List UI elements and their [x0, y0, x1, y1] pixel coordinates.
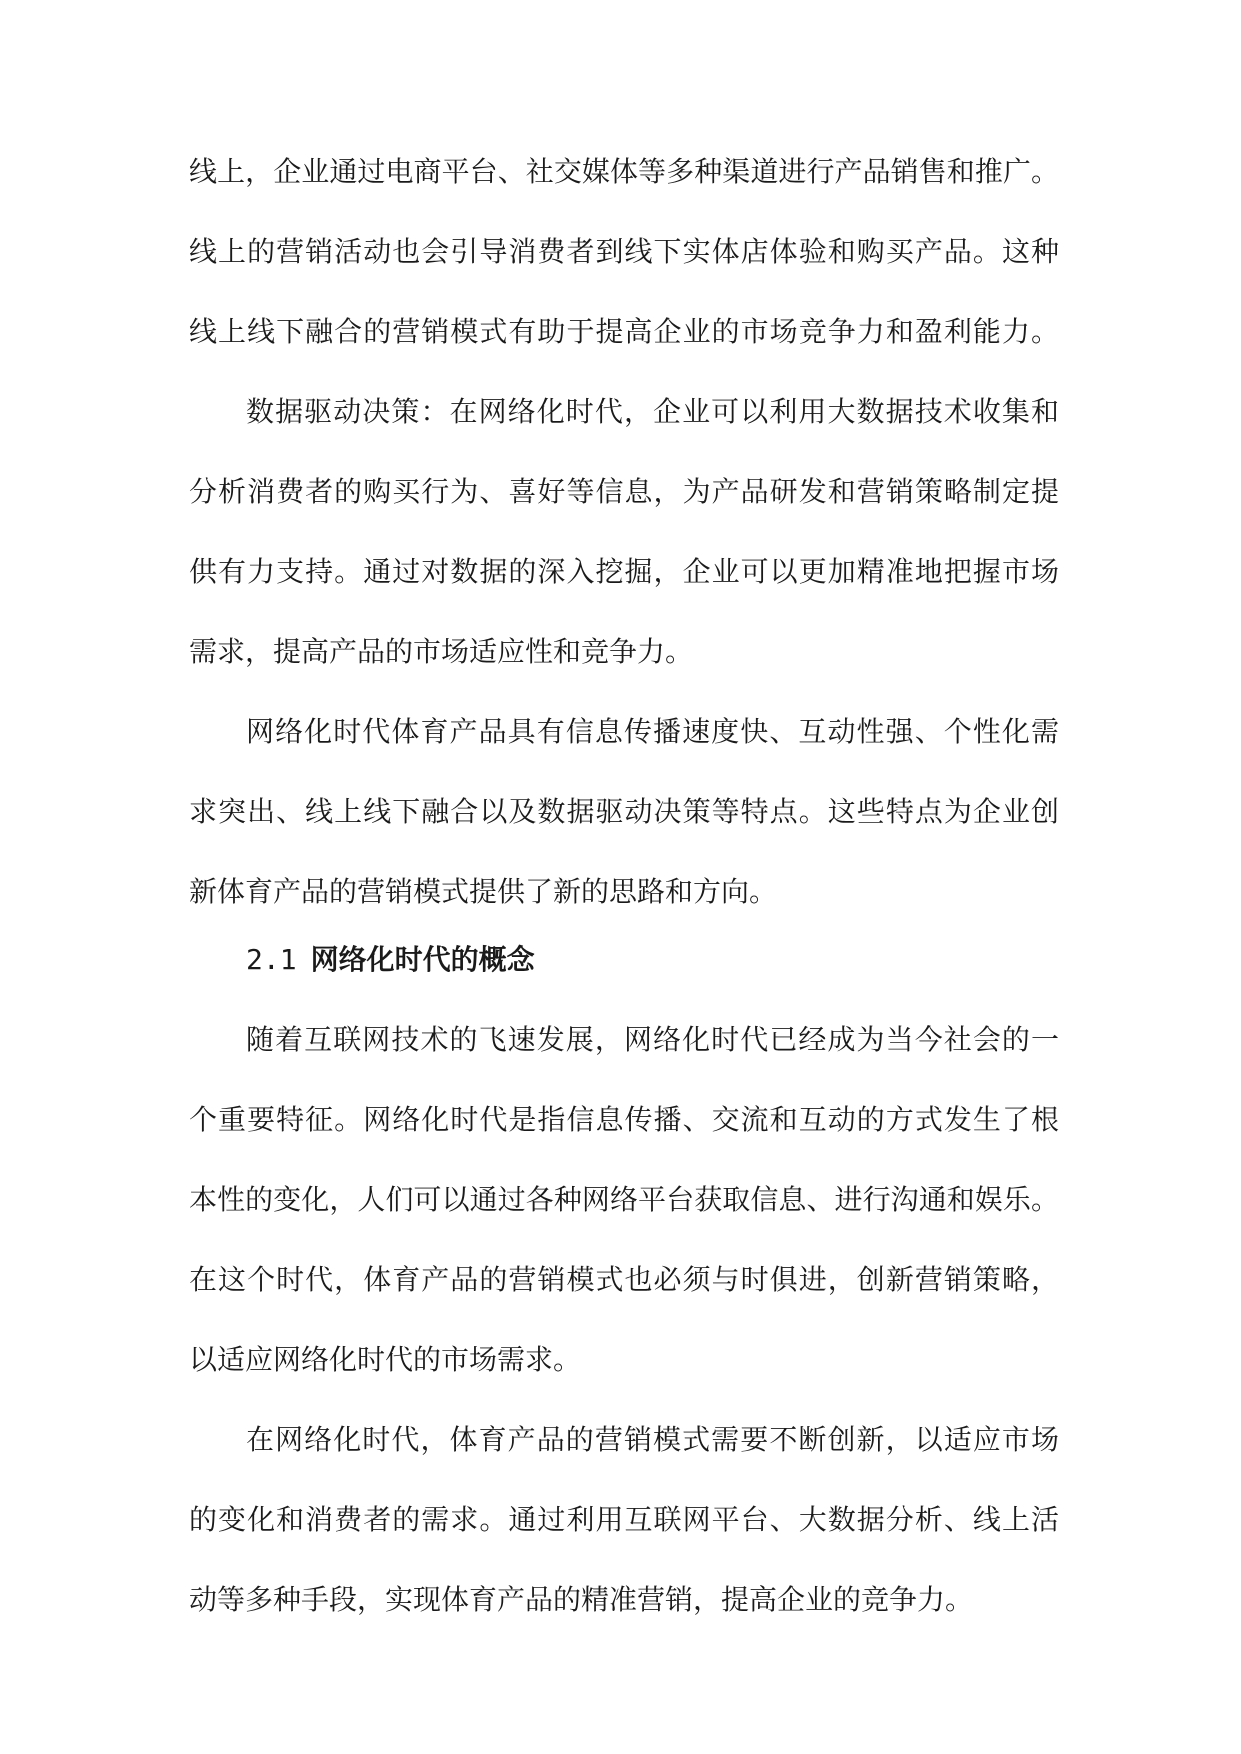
paragraph-3-line-3: 新体育产品的营销模式提供了新的思路和方向。	[189, 875, 778, 908]
paragraph-4-line-5: 以适应网络化时代的市场需求。	[189, 1343, 582, 1376]
paragraph-1-line-3: 线上线下融合的营销模式有助于提高企业的市场竞争力和盈利能力。	[189, 315, 1059, 348]
paragraph-4-line-1: 随着互联网技术的飞速发展，网络化时代已经成为当今社会的一	[246, 1023, 1059, 1056]
paragraph-2-line-4: 需求，提高产品的市场适应性和竞争力。	[189, 635, 694, 668]
paragraph-5-line-2: 的变化和消费者的需求。通过利用互联网平台、大数据分析、线上活	[189, 1503, 1059, 1536]
section-heading	[246, 940, 535, 980]
paragraph-1-line-2: 线上的营销活动也会引导消费者到线下实体店体验和购买产品。这种	[189, 235, 1059, 268]
paragraph-3-line-2: 求突出、线上线下融合以及数据驱动决策等特点。这些特点为企业创	[189, 795, 1059, 828]
section-title: 网络化时代的概念	[310, 943, 535, 976]
paragraph-5-line-3: 动等多种手段，实现体育产品的精准营销，提高企业的竞争力。	[189, 1583, 974, 1616]
paragraph-4-line-4: 在这个时代，体育产品的营销模式也必须与时俱进，创新营销策略，	[189, 1263, 1059, 1296]
paragraph-5-line-1: 在网络化时代，体育产品的营销模式需要不断创新，以适应市场	[246, 1423, 1059, 1456]
paragraph-2-line-1: 数据驱动决策：在网络化时代，企业可以利用大数据技术收集和	[246, 395, 1059, 428]
paragraph-1-line-1: 线上，企业通过电商平台、社交媒体等多种渠道进行产品销售和推广。	[189, 155, 1059, 188]
paragraph-2-line-2: 分析消费者的购买行为、喜好等信息，为产品研发和营销策略制定提	[189, 475, 1059, 508]
paragraph-3-line-1: 网络化时代体育产品具有信息传播速度快、互动性强、个性化需	[246, 715, 1059, 748]
section-number: 2.1	[246, 943, 297, 976]
paragraph-4-line-2: 个重要特征。网络化时代是指信息传播、交流和互动的方式发生了根	[189, 1103, 1059, 1136]
paragraph-2-line-3: 供有力支持。通过对数据的深入挖掘，企业可以更加精准地把握市场	[189, 555, 1059, 588]
paragraph-4-line-3: 本性的变化，人们可以通过各种网络平台获取信息、进行沟通和娱乐。	[189, 1183, 1059, 1216]
